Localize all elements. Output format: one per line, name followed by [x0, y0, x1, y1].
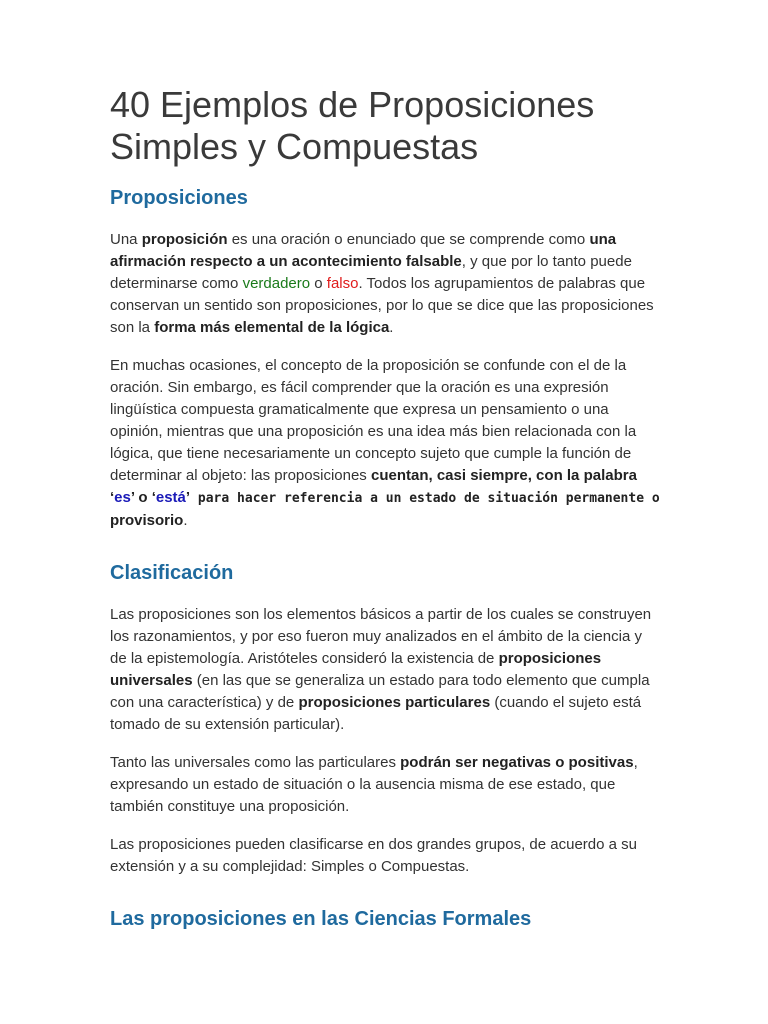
paragraph-negativas-positivas: Tanto las universales como las particulares podrán ser negativas o positivas, expresando un estado de situación o la ausencia misma de ese estado, que también constituye una proposición. [110, 754, 638, 815]
section-heading-clasificacion: Clasificación [110, 562, 234, 584]
paragraph-oracion: En muchas ocasiones, el concepto de la proposición se confunde con el de la oración. Sin embargo, es fácil comprender que la oración es una expresión lingüística compuesta gramaticalmente que expresa un pensamiento o una opinión, mientras que una proposición es una idea más bien relacionada con la lógica, que tiene necesariamente un concepto sujeto que cumple la función de determinar al objeto: las proposiciones cuentan, casi siempre, con la palabra ‘es’ o ‘está’ para hacer referencia a un estado de situación permanente o provisorio. [110, 357, 660, 529]
section-heading-proposiciones: Proposiciones [110, 187, 248, 209]
paragraph-definition: Una proposición es una oración o enunciado que se comprende como una afirmación respecto a un acontecimiento falsable, y que por lo tanto puede determinarse como verdadero o falso. Todos los agrupamientos de palabras que conservan un sentido son proposiciones, por lo que se dice que las proposiciones son la forma más elemental de la lógica. [110, 231, 654, 336]
paragraph-clasificacion: Las proposiciones son los elementos básicos a partir de los cuales se construyen los razonamientos, y por eso fueron muy analizados en el ámbito de la ciencia y de la epistemología. Aristóteles consideró la existencia de proposiciones universales (en las que se generaliza un estado para todo elemento que cumpla con una característica) y de proposiciones particulares (cuando el sujeto está tomado de su extensión particular). [110, 606, 652, 733]
section-heading-ciencias-formales: Las proposiciones en las Ciencias Formales [110, 908, 532, 930]
verdadero-word: verdadero [242, 275, 311, 292]
falso-word: falso [326, 275, 359, 292]
esta-word: está [155, 489, 186, 506]
paragraph-grupos: Las proposiciones pueden clasificarse en dos grandes grupos, de acuerdo a su extensión y a su complejidad: Simples o Compuestas. [110, 836, 638, 875]
page-title: 40 Ejemplos de Proposiciones Simples y Compuestas [110, 84, 595, 167]
article-body [110, 84, 662, 931]
es-word: es [114, 489, 131, 506]
